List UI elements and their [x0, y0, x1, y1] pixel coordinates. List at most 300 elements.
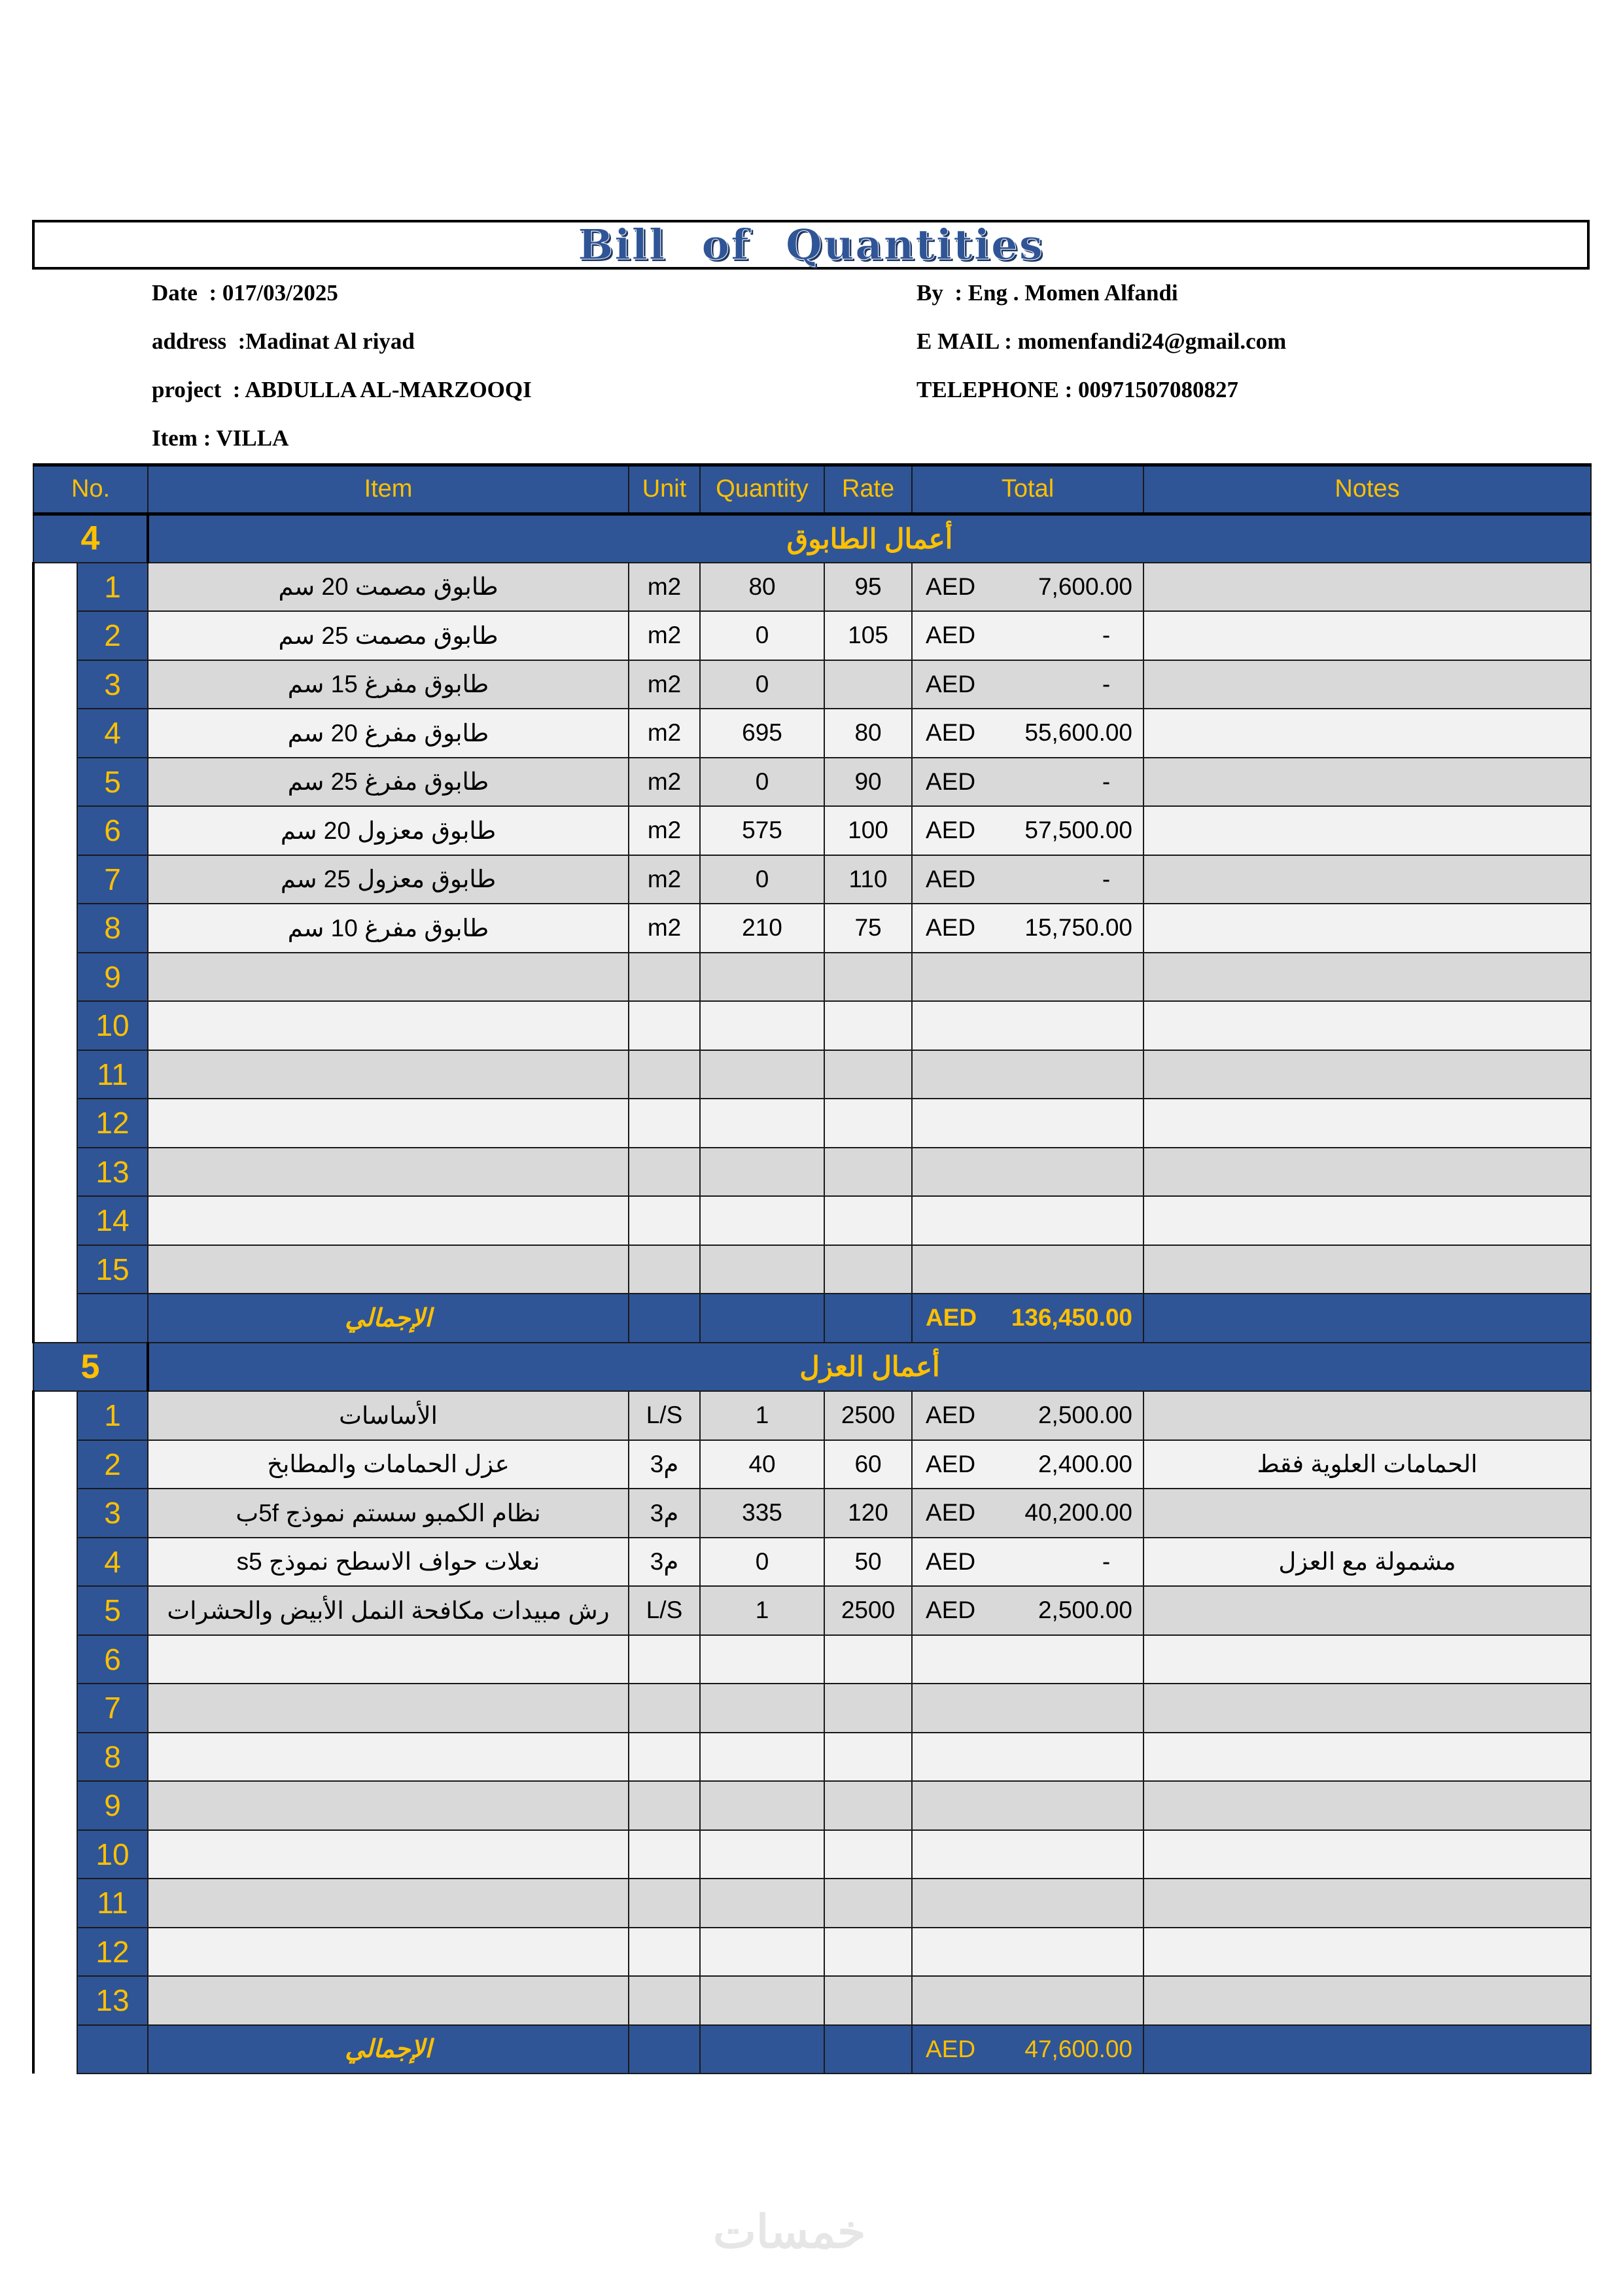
table-row	[33, 1050, 1591, 1099]
unit: m2	[629, 806, 700, 855]
row-number: 6	[77, 806, 148, 855]
unit: m2	[629, 660, 700, 709]
total-cell	[912, 1489, 1143, 1538]
unit: m2	[629, 855, 700, 904]
blank-cell	[1143, 2025, 1591, 2074]
table-row	[33, 1635, 1591, 1684]
unit	[629, 1830, 700, 1879]
row-indent	[33, 709, 77, 758]
quantity	[700, 1781, 824, 1830]
row-number: 11	[77, 1879, 148, 1928]
quantity	[700, 1148, 824, 1197]
rate: 80	[824, 709, 912, 758]
currency: AED	[926, 817, 976, 844]
table-row	[33, 1001, 1591, 1050]
item-name	[148, 1781, 629, 1830]
date: Date : 017/03/2025	[152, 280, 338, 306]
row-number: 15	[77, 1245, 148, 1294]
row-number: 6	[77, 1635, 148, 1684]
row-indent	[33, 1879, 77, 1928]
quantity: 40	[700, 1440, 824, 1489]
unit	[629, 1635, 700, 1684]
boq-table	[32, 463, 1592, 2074]
item-name	[148, 953, 629, 1002]
quantity	[700, 1050, 824, 1099]
currency: AED	[926, 2035, 976, 2062]
section-total-value: 47,600.00	[1024, 2035, 1133, 2062]
item-name: طابوق مصمت 20 سم	[148, 563, 629, 612]
row-number: 8	[77, 1733, 148, 1782]
rate	[824, 1050, 912, 1099]
total-cell	[912, 1196, 1143, 1245]
quantity	[700, 1830, 824, 1879]
quantity	[700, 1245, 824, 1294]
quantity	[700, 1099, 824, 1148]
rate: 120	[824, 1489, 912, 1538]
project: project : ABDULLA AL-MARZOOQI	[152, 377, 532, 402]
total-cell	[912, 660, 1143, 709]
notes: مشمولة مع العزل	[1143, 1538, 1591, 1587]
table-row	[33, 1391, 1591, 1440]
row-indent	[33, 1440, 77, 1489]
notes	[1143, 1733, 1591, 1782]
row-number: 5	[77, 758, 148, 807]
rate	[824, 1976, 912, 2025]
row-number: 10	[77, 1001, 148, 1050]
notes	[1143, 1879, 1591, 1928]
notes	[1143, 1928, 1591, 1977]
currency: AED	[926, 719, 976, 747]
notes	[1143, 904, 1591, 953]
row-indent	[33, 855, 77, 904]
section-name: أعمال الطابوق	[148, 514, 1591, 563]
row-number: 3	[77, 1489, 148, 1538]
quantity	[700, 1196, 824, 1245]
currency: AED	[926, 1597, 976, 1624]
address: address :Madinat Al riyad	[152, 328, 415, 354]
total-cell	[912, 1391, 1143, 1440]
rate	[824, 1148, 912, 1197]
notes	[1143, 1489, 1591, 1538]
total-cell	[912, 758, 1143, 807]
total-value: -	[1102, 768, 1111, 795]
notes	[1143, 1684, 1591, 1733]
total-cell	[912, 1148, 1143, 1197]
row-indent	[33, 1148, 77, 1197]
notes	[1143, 1050, 1591, 1099]
table-row	[33, 709, 1591, 758]
rate: 90	[824, 758, 912, 807]
quantity	[700, 1684, 824, 1733]
rate	[824, 953, 912, 1002]
unit	[629, 1879, 700, 1928]
row-number: 11	[77, 1050, 148, 1099]
total-value: 2,400.00	[1038, 1450, 1133, 1477]
blank-cell	[629, 1294, 700, 1343]
quantity	[700, 1635, 824, 1684]
rate: 60	[824, 1440, 912, 1489]
total-cell	[912, 806, 1143, 855]
header-unit: Unit	[629, 465, 700, 514]
total-cell	[912, 1001, 1143, 1050]
total-value: 2,500.00	[1038, 1402, 1133, 1429]
table-row	[33, 660, 1591, 709]
table-row	[33, 1733, 1591, 1782]
currency: AED	[926, 670, 976, 698]
blank-cell	[824, 1294, 912, 1343]
row-indent	[33, 1099, 77, 1148]
total-label: الإجمالي	[148, 1294, 629, 1343]
item-name	[148, 1733, 629, 1782]
table-row	[33, 1538, 1591, 1587]
item-name	[148, 1050, 629, 1099]
quantity: 0	[700, 611, 824, 660]
row-indent	[33, 806, 77, 855]
row-indent	[33, 1391, 77, 1440]
item-name: طابوق معزول 20 سم	[148, 806, 629, 855]
unit	[629, 953, 700, 1002]
total-cell	[912, 1635, 1143, 1684]
table-row	[33, 904, 1591, 953]
notes	[1143, 1635, 1591, 1684]
item-name	[148, 1684, 629, 1733]
notes	[1143, 758, 1591, 807]
currency: AED	[926, 1499, 976, 1527]
table-row	[33, 1148, 1591, 1197]
item-type: Item : VILLA	[152, 425, 289, 451]
total-cell	[912, 953, 1143, 1002]
quantity	[700, 953, 824, 1002]
rate	[824, 1635, 912, 1684]
table-row	[33, 1099, 1591, 1148]
table-row	[33, 1245, 1591, 1294]
table-row	[33, 1976, 1591, 2025]
quantity: 210	[700, 904, 824, 953]
total-value: 57,500.00	[1024, 817, 1133, 844]
unit: m2	[629, 709, 700, 758]
table-row	[33, 563, 1591, 612]
table-row	[33, 1440, 1591, 1489]
row-indent	[33, 1684, 77, 1733]
row-indent	[33, 1245, 77, 1294]
row-indent	[33, 611, 77, 660]
title-box	[32, 220, 1590, 270]
row-number: 4	[77, 709, 148, 758]
row-number: 2	[77, 611, 148, 660]
item-name: عزل الحمامات والمطابخ	[148, 1440, 629, 1489]
notes	[1143, 953, 1591, 1002]
total-cell	[912, 709, 1143, 758]
row-number: 4	[77, 1538, 148, 1587]
header-total: Total	[912, 465, 1143, 514]
item-name	[148, 1976, 629, 2025]
notes	[1143, 1196, 1591, 1245]
rate	[824, 1099, 912, 1148]
section-number: 4	[33, 514, 148, 563]
page-title: Bill of Quantities	[578, 220, 1044, 270]
notes	[1143, 855, 1591, 904]
row-indent	[33, 660, 77, 709]
telephone: TELEPHONE : 00971507080827	[916, 377, 1238, 402]
row-number: 2	[77, 1440, 148, 1489]
row-indent	[33, 758, 77, 807]
currency: AED	[926, 573, 976, 600]
row-number: 8	[77, 904, 148, 953]
row-number: 1	[77, 1391, 148, 1440]
row-number: 12	[77, 1928, 148, 1977]
item-name: نظام الكمبو سستم نموذج 5fب	[148, 1489, 629, 1538]
section-header	[33, 514, 1591, 563]
unit	[629, 1050, 700, 1099]
item-name	[148, 1099, 629, 1148]
total-cell	[912, 1245, 1143, 1294]
unit	[629, 1245, 700, 1294]
table-row	[33, 855, 1591, 904]
rate	[824, 1879, 912, 1928]
unit: m2	[629, 611, 700, 660]
table-row	[33, 1684, 1591, 1733]
row-number: 13	[77, 1976, 148, 2025]
total-value: 40,200.00	[1024, 1499, 1133, 1527]
row-number: 5	[77, 1586, 148, 1635]
total-value: 7,600.00	[1038, 573, 1133, 600]
section-total-row	[33, 2025, 1591, 2074]
row-indent	[33, 1586, 77, 1635]
table-row	[33, 1489, 1591, 1538]
quantity	[700, 1928, 824, 1977]
item-name	[148, 1635, 629, 1684]
header-notes: Notes	[1143, 465, 1591, 514]
section-total	[912, 1294, 1143, 1343]
currency: AED	[926, 914, 976, 942]
notes	[1143, 660, 1591, 709]
item-name: طابوق مصمت 25 سم	[148, 611, 629, 660]
row-number: 3	[77, 660, 148, 709]
item-name	[148, 1830, 629, 1879]
total-cell	[912, 563, 1143, 612]
quantity: 1	[700, 1391, 824, 1440]
item-name: طابوق مفرغ 10 سم	[148, 904, 629, 953]
item-name: طابوق معزول 25 سم	[148, 855, 629, 904]
notes	[1143, 1586, 1591, 1635]
unit	[629, 1928, 700, 1977]
table-row	[33, 1586, 1591, 1635]
row-number: 14	[77, 1196, 148, 1245]
row-indent	[33, 1489, 77, 1538]
rate: 100	[824, 806, 912, 855]
row-number: 7	[77, 1684, 148, 1733]
total-value: -	[1102, 1547, 1111, 1575]
section-name: أعمال العزل	[148, 1343, 1591, 1392]
rate	[824, 660, 912, 709]
quantity: 0	[700, 758, 824, 807]
unit	[629, 1148, 700, 1197]
row-number: 12	[77, 1099, 148, 1148]
row-number: 9	[77, 953, 148, 1002]
quantity: 80	[700, 563, 824, 612]
total-cell	[912, 855, 1143, 904]
notes	[1143, 1830, 1591, 1879]
notes	[1143, 1001, 1591, 1050]
unit: L/S	[629, 1391, 700, 1440]
rate: 2500	[824, 1586, 912, 1635]
total-value: -	[1102, 670, 1111, 698]
total-value: 2,500.00	[1038, 1597, 1133, 1624]
rate	[824, 1928, 912, 1977]
currency: AED	[926, 1304, 977, 1332]
total-cell	[912, 904, 1143, 953]
currency: AED	[926, 1547, 976, 1575]
table-row	[33, 1781, 1591, 1830]
notes	[1143, 1148, 1591, 1197]
rate: 95	[824, 563, 912, 612]
row-indent	[33, 1294, 77, 1343]
notes	[1143, 1976, 1591, 2025]
rate	[824, 1830, 912, 1879]
row-indent	[33, 1196, 77, 1245]
row-number: 7	[77, 855, 148, 904]
unit: m2	[629, 758, 700, 807]
unit: م3	[629, 1538, 700, 1587]
total-value: -	[1102, 622, 1111, 649]
blank-cell	[824, 2025, 912, 2074]
notes	[1143, 806, 1591, 855]
unit	[629, 1196, 700, 1245]
quantity: 0	[700, 1538, 824, 1587]
section-total	[912, 2025, 1143, 2074]
header-rate: Rate	[824, 465, 912, 514]
row-number: 9	[77, 1781, 148, 1830]
total-value: 15,750.00	[1024, 914, 1133, 942]
row-indent	[33, 1635, 77, 1684]
row-indent	[33, 1001, 77, 1050]
table-row	[33, 1830, 1591, 1879]
total-cell	[912, 1830, 1143, 1879]
table-row	[33, 953, 1591, 1002]
email: E MAIL : momenfandi24@gmail.com	[916, 328, 1287, 354]
unit: م3	[629, 1440, 700, 1489]
row-indent	[33, 563, 77, 612]
unit	[629, 1684, 700, 1733]
unit	[629, 1001, 700, 1050]
unit	[629, 1099, 700, 1148]
row-indent	[33, 953, 77, 1002]
rate: 2500	[824, 1391, 912, 1440]
currency: AED	[926, 768, 976, 795]
total-cell	[912, 1099, 1143, 1148]
quantity: 575	[700, 806, 824, 855]
rate	[824, 1196, 912, 1245]
rate: 50	[824, 1538, 912, 1587]
total-cell	[912, 1684, 1143, 1733]
currency: AED	[926, 1450, 976, 1477]
quantity	[700, 1733, 824, 1782]
total-cell	[912, 1440, 1143, 1489]
section-number: 5	[33, 1343, 148, 1392]
quantity	[700, 1879, 824, 1928]
rate	[824, 1001, 912, 1050]
item-name: الأساسات	[148, 1391, 629, 1440]
total-cell	[912, 611, 1143, 660]
notes	[1143, 1245, 1591, 1294]
total-cell	[912, 1879, 1143, 1928]
unit: m2	[629, 563, 700, 612]
rate	[824, 1245, 912, 1294]
watermark-logo: خمسات	[713, 2206, 866, 2257]
notes	[1143, 1099, 1591, 1148]
item-name	[148, 1001, 629, 1050]
row-number: 1	[77, 563, 148, 612]
total-cell	[912, 1928, 1143, 1977]
quantity: 1	[700, 1586, 824, 1635]
item-name: رش مبيدات مكافحة النمل الأبيض والحشرات	[148, 1586, 629, 1635]
quantity: 0	[700, 855, 824, 904]
item-name: طابوق مفرغ 20 سم	[148, 709, 629, 758]
unit: L/S	[629, 1586, 700, 1635]
item-name: طابوق مفرغ 15 سم	[148, 660, 629, 709]
quantity: 335	[700, 1489, 824, 1538]
table-row	[33, 611, 1591, 660]
table-row	[33, 1879, 1591, 1928]
total-cell	[912, 1781, 1143, 1830]
section-header	[33, 1343, 1591, 1392]
table-row	[33, 806, 1591, 855]
table-row	[33, 1196, 1591, 1245]
item-name	[148, 1148, 629, 1197]
quantity	[700, 1001, 824, 1050]
row-number: 13	[77, 1148, 148, 1197]
row-indent	[33, 1830, 77, 1879]
row-indent	[33, 1781, 77, 1830]
unit	[629, 1781, 700, 1830]
total-cell	[912, 1050, 1143, 1099]
row-indent	[33, 1733, 77, 1782]
currency: AED	[926, 1402, 976, 1429]
notes	[1143, 1391, 1591, 1440]
item-name: طابوق مفرغ 25 سم	[148, 758, 629, 807]
header-item: Item	[148, 465, 629, 514]
row-indent	[33, 1976, 77, 2025]
quantity: 0	[700, 660, 824, 709]
row-indent	[33, 1928, 77, 1977]
rate	[824, 1733, 912, 1782]
total-cell	[912, 1976, 1143, 2025]
rate: 75	[824, 904, 912, 953]
item-name	[148, 1928, 629, 1977]
notes	[1143, 709, 1591, 758]
blank-cell	[629, 2025, 700, 2074]
header-quantity: Quantity	[700, 465, 824, 514]
table-row	[33, 758, 1591, 807]
item-name	[148, 1245, 629, 1294]
row-indent	[33, 1050, 77, 1099]
section-total-value: 136,450.00	[1011, 1304, 1133, 1332]
unit	[629, 1733, 700, 1782]
header-row	[33, 465, 1591, 514]
row-indent	[33, 1538, 77, 1587]
quantity: 695	[700, 709, 824, 758]
item-name	[148, 1196, 629, 1245]
blank-cell	[700, 2025, 824, 2074]
total-cell	[912, 1586, 1143, 1635]
total-value: -	[1102, 865, 1111, 892]
total-value: 55,600.00	[1024, 719, 1133, 747]
notes	[1143, 1781, 1591, 1830]
blank-cell	[77, 2025, 148, 2074]
quantity	[700, 1976, 824, 2025]
unit: م3	[629, 1489, 700, 1538]
unit	[629, 1976, 700, 2025]
